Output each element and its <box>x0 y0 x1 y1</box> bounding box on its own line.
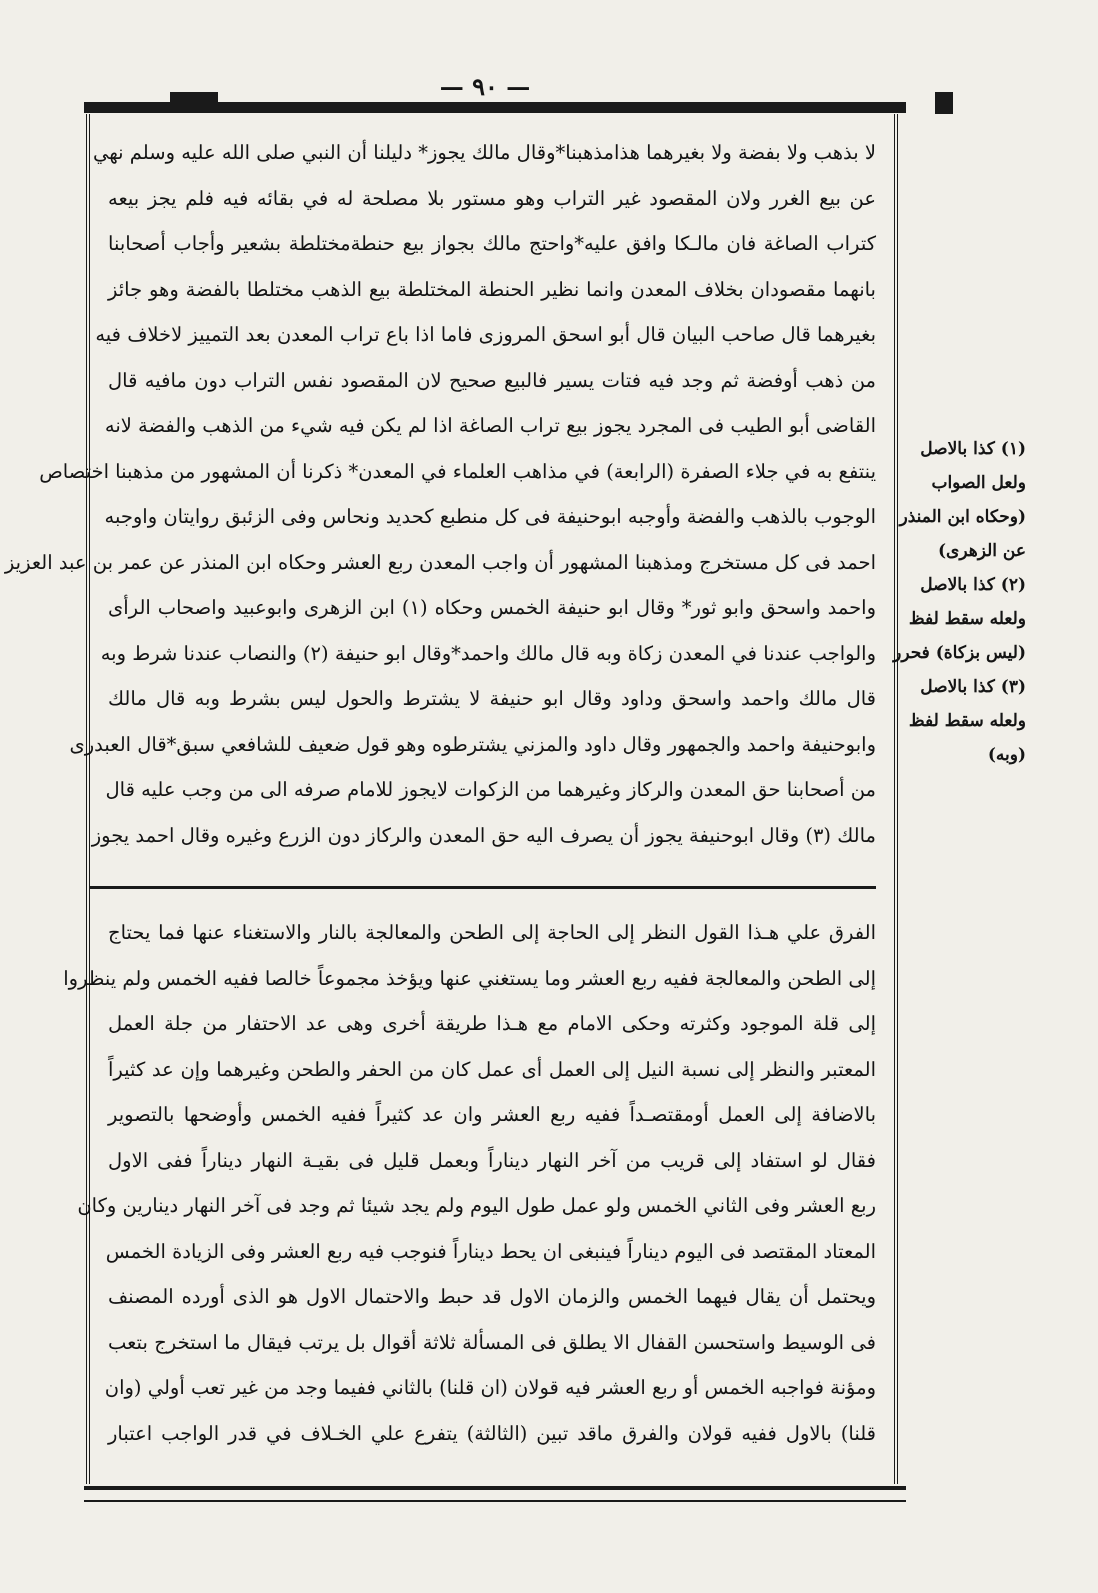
section-divider <box>90 886 876 894</box>
margin-note-line: ولعل الصواب <box>931 473 1026 493</box>
main-text-line: كتراب الصاغة فان مالـكا وافق عليه*واحتج مالك بجواز بيع حنطةمختلطة بشعير وأجاب أصحابنا <box>108 232 876 255</box>
main-text-line: ينتفع به في جلاء الصفرة (الرابعة) في مذاهب العلماء في المعدن* ذكرنا أن المشهور من مذهبنا اختصاص <box>39 459 876 483</box>
margin-notes <box>886 432 1026 772</box>
main-text-line: الوجوب بالذهب والفضة وأوجبه ابوحنيفة فى كل منطبع كحديد ونحاس وفى الزئبق روايتان واوجبه <box>104 505 876 528</box>
main-text-line: من ذهب أوفضة ثم وجد فيه فتات يسير فالبيع صحيح لان المقصود نفس التراب دون مافيه قال <box>108 368 876 392</box>
main-text-line: من أصحابنا حق المعدن والركاز وغيرهما من الزكوات لايجوز للامام صرفه الى من وجب عليه قال <box>105 778 876 801</box>
commentary-line: ومؤنة فواجبه الخمس أو ربع العشر فيه قولان (ان قلنا) بالثاني ففيما وجد من غير تعب أولي (وان <box>104 1376 876 1399</box>
commentary-line: قلنا) بالاول ففيه قولان والفرق ماقد تبين (الثالثة) يتفرع علي الخـلاف في قدر الواجب اعتبار <box>108 1421 876 1445</box>
main-text-line: واحمد واسحق وابو ثور* وقال ابو حنيفة الخمس وحكاه (١) ابن الزهرى وابوعبيد واصحاب الرأى <box>108 596 876 619</box>
commentary-line: المعتاد المقتصد فى اليوم ديناراً فينبغى ان يحط ديناراً فنوجب فيه ربع العشر وفى الزيادة الخمس <box>105 1239 876 1263</box>
commentary-line: بالاضافة إلى العمل أومقتصـداً ففيه ربع العشر وان عد كثيراً ففيه الخمس وأوضحها بالتصوير <box>108 1103 876 1126</box>
commentary-text <box>63 910 876 1456</box>
margin-note-line: ولعله سقط لفظ <box>908 609 1026 629</box>
main-text <box>4 130 876 858</box>
commentary-line: إلى قلة الموجود وكثرته وحكى الامام مع هـذا طريقة أخرى وهى عد الاحتفار من جلة العمل <box>108 1012 876 1035</box>
main-text-line: قال مالك واحمد واسحق وداود وقال ابو حنيفة لا يشترط والحول ليس بشرط وبه قال مالك <box>108 687 876 710</box>
commentary-line: المعتبر والنظر إلى نسبة النيل إلى العمل أى عمل كان من الحفر والطحن وغيرهما وإن عد كثيراً <box>108 1057 876 1081</box>
margin-note-line: (وحكاه ابن المنذر <box>899 507 1026 527</box>
commentary-line: ويحتمل أن يقال فيهما الخمس والزمان الاول قد حبط والاحتمال الاول هو الذى أورده المصنف <box>108 1285 876 1308</box>
main-text-line: القاضى أبو الطيب فى المجرد يجوز بيع تراب الصاغة اذا لم يكن فيه شيء من الذهب والفضة لانه <box>104 414 876 437</box>
main-text-line: مالك (٣) وقال ابوحنيفة يجوز أن يصرف اليه حق المعدن والركاز دون الزرع وغيره وقال احمد يجوز <box>91 823 876 847</box>
page-number: — ٩٠ — <box>439 72 531 101</box>
commentary-line: الفرق علي هـذا القول النظر إلى الحاجة إلى الطحن والمعالجة بالنار والاستغناء عنها فما يحتاج <box>108 921 876 944</box>
main-text-line: بغيرهما قال صاحب البيان قال أبو اسحق المروزى فاما اذا باع تراب المعدن بعد التمييز لاخلاف فيه <box>95 323 876 346</box>
main-text-line: وابوحنيفة واحمد والجمهور وقال داود والمزني يشترطوه وهو قول ضعيف للشافعي سبق*قال العبدرى <box>69 732 876 756</box>
commentary-line: ربع العشر وفى الثاني الخمس ولو عمل طول اليوم ولم يجد شيئا ثم وجد فى آخر النهار دينارين وكان <box>77 1194 876 1217</box>
main-text-line: لا بذهب ولا بفضة ولا بغيرهما هذامذهبنا*وقال مالك يجوز* دليلنا أن النبي صلى الله عليه وسلم نهي <box>92 141 876 164</box>
commentary-line: فقال لو استفاد إلى قريب من آخر النهار ديناراً وبعمل قليل فى بقيـة النهار ديناراً ففى الاول <box>108 1148 876 1172</box>
margin-note-line: (٢) كذا بالاصل <box>920 575 1026 595</box>
bottom-rule <box>84 1486 906 1502</box>
commentary-line: فى الوسيط واستحسن القفال الا يطلق فى المسألة ثلاثة أقوال بل يرتب فيقال ما استخرج بتعب <box>108 1330 876 1354</box>
margin-note-line: ولعله سقط لفظ <box>908 711 1026 731</box>
margin-note-line: (ليس بزكاة) فحرر <box>893 643 1026 663</box>
margin-note-line: عن الزهرى) <box>938 541 1026 561</box>
margin-note-line: (وبه) <box>987 745 1026 765</box>
main-text-line: والواجب عندنا في المعدن زكاة وبه قال مالك واحمد*وقال ابو حنيفة (٢) والنصاب عندنا شرط وبه <box>100 641 876 665</box>
top-ornament-right <box>935 92 953 114</box>
main-text-line: عن بيع الغرر ولان المقصود غير التراب وهو مستور بلا مصلحة له في بقائه فيه فلم يجز بيعه <box>108 186 876 210</box>
main-text-line: احمد فى كل مستخرج ومذهبنا المشهور أن واجب المعدن ربع العشر وحكاه ابن المنذر عن عمر بن عبد العزيز <box>4 550 876 574</box>
margin-note-line: (١) كذا بالاصل <box>920 439 1026 459</box>
main-text-line: بانهما مقصودان بخلاف المعدن وانما نظير الحنطة المختلطة بيع الذهب مختلطا بالفضة وهو جائز <box>108 277 876 301</box>
top-rule <box>84 102 906 113</box>
margin-note-line: (٣) كذا بالاصل <box>920 677 1026 697</box>
commentary-line: إلى الطحن والمعالجة ففيه ربع العشر وما يستغني عنها ويؤخذ مجموعاً خالصا ففيه الخمس ولم ينظروا <box>63 966 876 990</box>
